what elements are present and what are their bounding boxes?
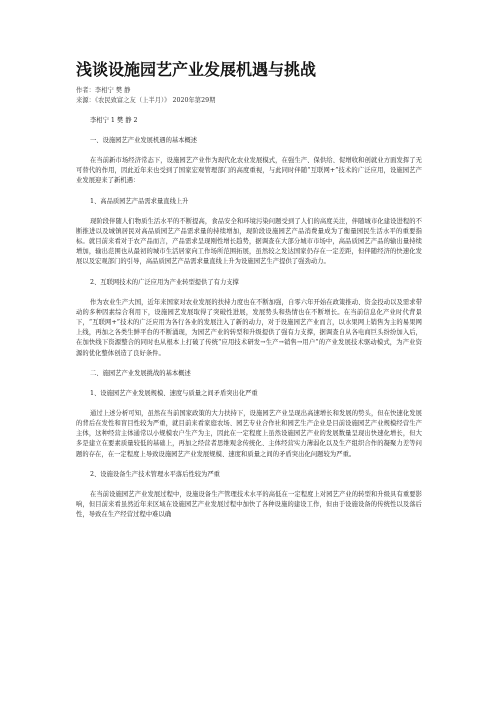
article-title: 浅谈设施园艺产业发展机遇与挑战 xyxy=(76,60,317,79)
section-heading: 一、设施园艺产业发展机遇的基本概述 xyxy=(90,137,198,144)
subsection-heading: 2、互联网技术的广泛应用为产业转型提供了有力支撑 xyxy=(90,278,239,286)
subsection-heading: 1、高品质园艺产品需求量直线上升 xyxy=(90,197,189,205)
paragraph: 通过上述分析可知，虽然在当前国家政策的大力扶持下，设施园艺产业呈现出高速增长和发展的势头，但在快速化发展的背后在发性和盲目性较为严重，就目前来看家庭农场、园艺专业合作社和园艺生产企业是目前设施园艺产业规模经营生产主体，这种经营主体通常以小规模农户生产为主，因此在一定程度上虽然设施园艺产业的发展数量呈现出快速化增长，但大多是建立在要素质量较低的基础上，再加之经营者思维观念传统化、主体经营实力薄弱化以及生产组织合作的凝聚力差等问题的存在，在一定程度上导致设施园艺产业发展规模、速度和质量之间的矛盾突出化问题较为严重。 xyxy=(76,409,422,458)
author-byline: 李相宁 1 樊 静 2 xyxy=(90,117,138,124)
authors-line: 作者：李相宁 樊 静 xyxy=(76,87,131,94)
paragraph: 在当前设施园艺产业发展过程中，设施设备生产管理技术水平的高低在一定程度上对园艺产业的转型和升级具有重要影响，但目前来看虽然近年来区域在设施园艺产业发展过程中加快了各种设施的建设工作，但由于设施设备的传统性以及落后性，导致在生产经营过程中难以确 xyxy=(76,490,422,519)
subsection-heading: 2、设施设备生产技术管理水平落后性较为严重 xyxy=(90,470,220,478)
section-heading: 二、施园艺产业发展挑战的基本概述 xyxy=(90,369,191,377)
paragraph: 作为农业生产大国，近年来国家对农业发展的扶持力度也在不断加强，自零六年开始在政策推动、资金投动以及需求带动的多种因素综合利用下，设施园艺发展取得了突破性进展，发展势头和热情也在不断增长。在当前信息化产业时代背景下，“互联网+”技术的广泛应用为各行各业的发展注入了新的动力，对于设施园艺产业而言，以水果网上销售为主的易果网上线，再加之各类生鲜平台的不断涌现，为园艺产业的转型和升级提供了强有力支撑，据调查自从各电商巨头纷纷加入后，在加快线下资源整合的同时也从根本上打破了传统“应用技术研发→生产→销售→用户”的产业发展技术驱动模式，为产业资源的优化整体创造了良好条件。 xyxy=(76,298,422,357)
source-line: 来源：《农民致富之友（上半月）》 2020年第29期 xyxy=(76,97,216,104)
subsection-heading: 1、设施园艺产业发展规模、速度与质量之间矛盾突出化严重 xyxy=(90,389,258,397)
paragraph: 在当前新市场经济常态下，设施园艺产业作为现代化农业发展模式，在强生产、保供给、促增收和创就业方面发挥了无可替代的作用，因此近年来也受到了国家宏观管理部门的高度重视，与此同时伴随“互联网+”技术的广泛应用，设施园艺产业发展迎来了新机遇： xyxy=(76,157,422,185)
paragraph: 现阶段伴随人们物质生活水平的不断提高，食品安全和环境污染问题受到了人们的高度关注，伴随城市化建设进程的不断推进以及城镇居民对高品质园艺产品需求量的持续增加，现阶段设施园艺产品消费量成为了衡量园民生活水平的重要指标。就目前来看对于农产品而言，产品需求呈现刚性增长趋势，据调查在大部分城市市场中，高品质园艺产品的输出量持续增加，输出范围也从最初的城市生活居家向工作场所范围拓展，虽然较之发达国家仍存在一定差距，但伴随经济的快速化发展以及宏观部门的引导，高品质园艺产品需求量直线上升为设施园艺生产提供了强劲动力。 xyxy=(76,217,422,266)
